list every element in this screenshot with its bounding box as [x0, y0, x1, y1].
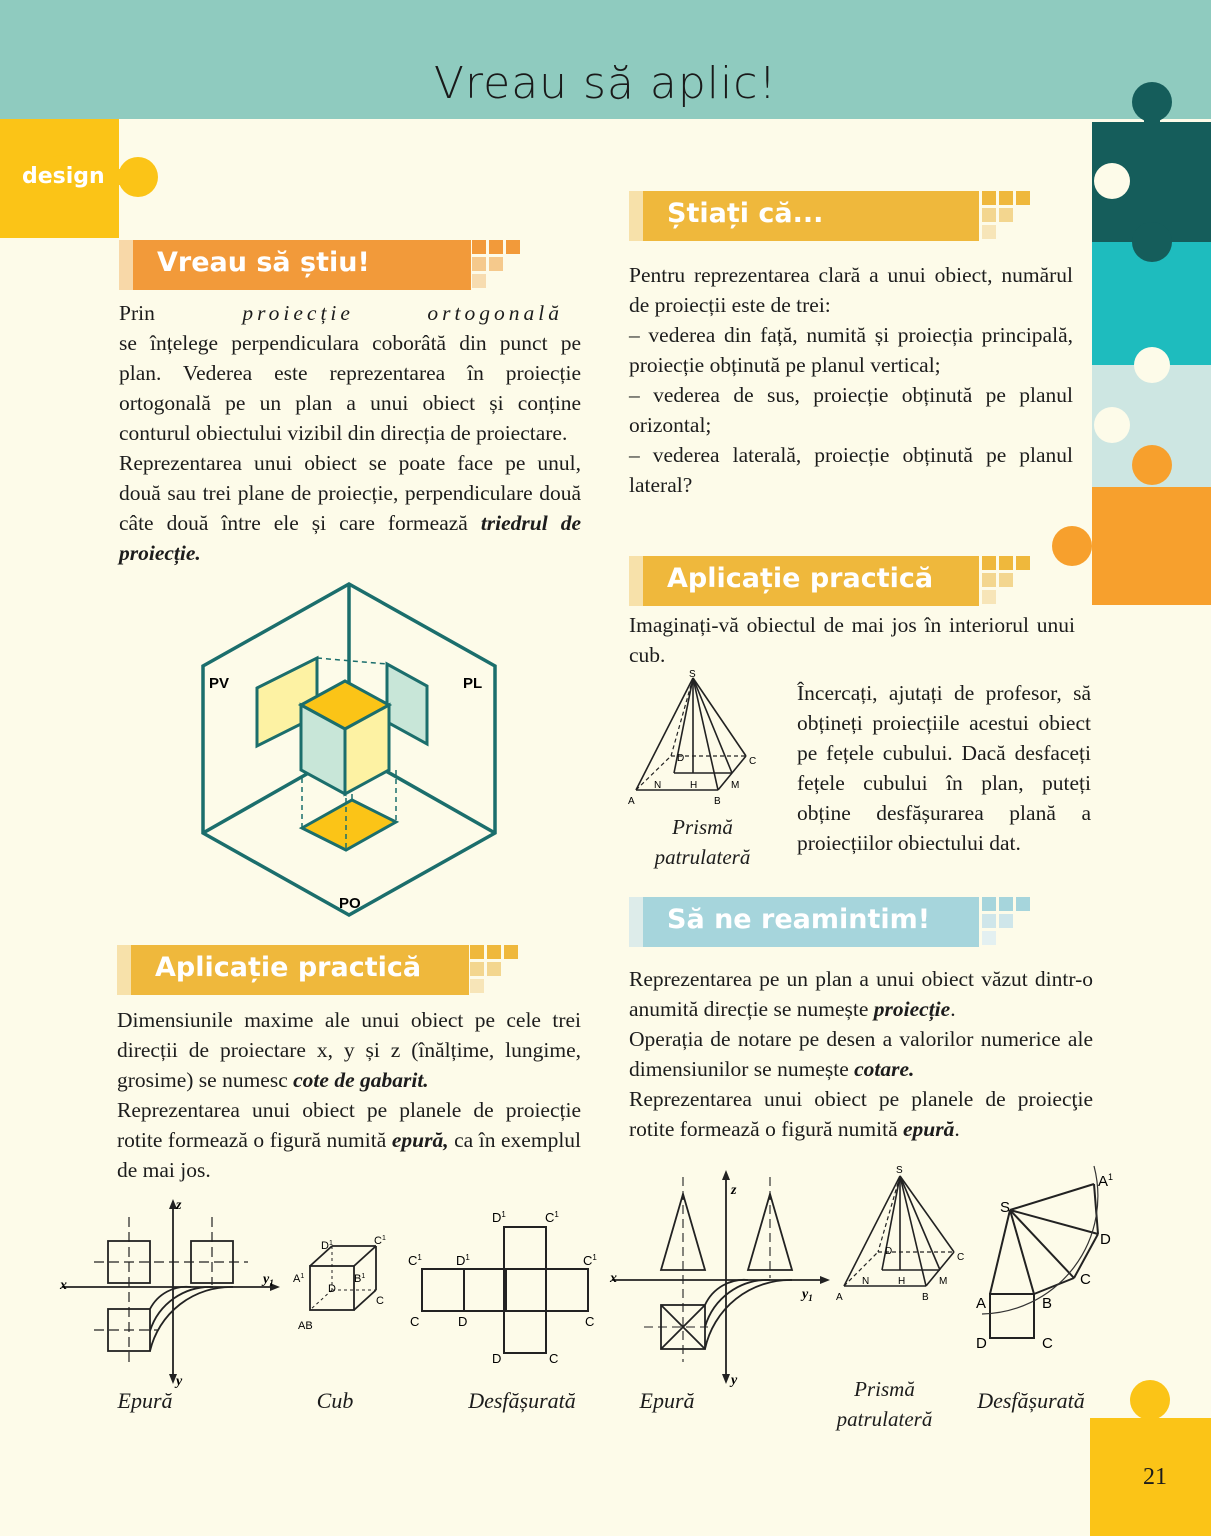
svg-text:D1: $D^1$ [456, 1253, 470, 1268]
svg-text:z: z [731, 1183, 737, 1198]
svg-text:C: C [585, 1314, 595, 1329]
svg-text:D: D [492, 1351, 502, 1366]
cube-figure [288, 1232, 398, 1332]
caption-cub: Cub [316, 1388, 354, 1413]
svg-text:A1: $A^1$ [1098, 1172, 1114, 1190]
text: Reprezentarea unui obiect se poate face pe unul, două sau trei plane de proiecție, perpendiculare două câte două între ele și care formează [119, 451, 581, 535]
sa-ne-reamintim-text [629, 964, 1093, 1144]
svg-text:y1: $y_1$ [802, 1287, 813, 1303]
point-b: B [714, 796, 721, 807]
squares-decoration-icon [472, 240, 524, 292]
axis-y1: $y_1$ [263, 1272, 274, 1288]
section-heading-vreau-sa-stiu [119, 240, 471, 290]
design-label: design [22, 164, 105, 189]
section-heading-stiati-ca [629, 191, 979, 241]
svg-text:S: S [896, 1165, 903, 1176]
svg-text:D1: $D^1$ [492, 1210, 506, 1225]
point-d: D [677, 753, 685, 764]
text: Pentru reprezentarea clară a unui obiect, numărul de proiecții este de trei: [629, 263, 1073, 317]
term-proiectie-ortogonala: proiecție ortogonală [242, 301, 563, 325]
svg-text:D: D [976, 1335, 987, 1352]
section-heading-aplicatie-practica-right [629, 556, 979, 606]
heading-text: Să ne reamintim! [667, 904, 931, 935]
svg-text:D: D [1100, 1231, 1111, 1248]
text: Prin [119, 301, 155, 325]
label-pl: PL [463, 675, 483, 692]
svg-text:C1: $C^1$ [583, 1253, 597, 1268]
point-h: H [690, 780, 698, 791]
term-triedrul: triedrul de proiecție. [119, 511, 581, 565]
pyramid-figure-small [626, 668, 761, 810]
svg-text:B: B [1042, 1295, 1053, 1312]
section-heading-aplicatie-practica-left [117, 945, 469, 995]
text: Reprezentarea pe un plan a unui obiect văzut dintr-o anumită direcție se numește [629, 967, 1093, 1021]
vreau-sa-stiu-text [119, 298, 581, 568]
svg-text:y: y [731, 1373, 738, 1388]
page-number: 21 [1143, 1464, 1167, 1490]
stiati-ca-text [629, 260, 1073, 500]
svg-text:D: D [458, 1314, 468, 1329]
heading-text: Aplicație practică [667, 563, 934, 594]
pyramid-figure-bottom [832, 1162, 972, 1304]
puzzle-page-icon [1090, 1380, 1211, 1536]
section-heading-sa-ne-reamintim [629, 897, 979, 947]
aplicatie-practica-right-intro: Imaginați-vă obiectul de mai jos în interiorul unui cub. [629, 613, 1075, 667]
caption-epura-2: Epură [639, 1388, 695, 1413]
heading-text: Vreau să știu! [157, 247, 370, 278]
list-item: – vederea de sus, proiecție obținută pe planul orizontal; [629, 383, 1073, 437]
svg-text:A: A [836, 1292, 843, 1303]
axis-z: z [176, 1198, 182, 1213]
caption-prisma-patrulatera: Prismă patrulateră [654, 815, 751, 869]
axis-y: y [176, 1374, 183, 1389]
puzzle-decoration-icon [1050, 80, 1211, 660]
puzzle-tab-icon [0, 75, 170, 245]
point-s: S [689, 669, 696, 680]
point-c: C [749, 756, 757, 767]
epura-cube-figure [58, 1195, 283, 1390]
epura-pyramid-figure [608, 1162, 833, 1392]
pyramid-net-figure [970, 1162, 1120, 1362]
aplicatie-practica-left-text [117, 1005, 581, 1185]
label-pv: PV [209, 675, 230, 692]
text: . [950, 997, 956, 1021]
cube-net-figure [402, 1205, 602, 1370]
svg-text:C: C [1042, 1335, 1053, 1352]
cube-label-d1: $D^1$ [321, 1240, 333, 1252]
heading-text: Știați că... [667, 198, 824, 229]
text: Operația de notare pe desen a valorilor numerice ale dimensiunilor se numește [629, 1027, 1093, 1081]
svg-text:C: C [957, 1252, 965, 1263]
squares-decoration-icon [470, 945, 522, 997]
triedru-diagram [195, 578, 505, 923]
cube-label-c: C [376, 1295, 384, 1307]
squares-decoration-icon [982, 191, 1034, 243]
squares-decoration-icon [982, 897, 1034, 949]
text: Reprezentarea unui obiect pe planele de proiecție rotite formează o figură numită [117, 1098, 581, 1152]
svg-text:C: C [1080, 1271, 1091, 1288]
cube-label-c1: $C^1$ [374, 1235, 386, 1247]
svg-text:x: x [610, 1271, 617, 1286]
point-m: M [731, 780, 740, 791]
squares-decoration-icon [982, 556, 1034, 608]
text: ca în exemplul de mai jos. [117, 1128, 582, 1182]
caption-desfasurata-1: Desfășurată [468, 1388, 576, 1413]
cube-label-d: D [328, 1283, 336, 1295]
aplicatie-practica-right-text: Încercați, ajutați de profesor, să obțineți proiecțiile acestui obiect pe fețele cubului. Dacă desfaceți fețele cubului în plan, puteți obține desfășurarea plană a proiecțiilor obiectului dat. [797, 681, 1091, 855]
svg-text:C: C [410, 1314, 420, 1329]
svg-text:N: N [862, 1276, 870, 1287]
svg-text:C: C [549, 1351, 559, 1366]
cube-label-b1: $B^1$ [354, 1273, 366, 1285]
list-item: – vederea laterală, proiecție obținută pe planul lateral? [629, 443, 1073, 497]
svg-text:H: H [898, 1276, 906, 1287]
caption-desfasurata-2: Desfășurată [977, 1388, 1085, 1413]
text: se înțelege perpendiculara coborâtă din punct pe plan. Vederea este reprezentarea în proiecție ortogonală pe un plan a unui obiect și conține conturul obiectului vizibil din direcția de proiectare. [119, 331, 581, 445]
svg-text:A: A [976, 1295, 987, 1312]
caption-epura-1: Epură [117, 1388, 173, 1413]
heading-text: Aplicație practică [155, 952, 422, 983]
page-title: Vreau să aplic! [433, 58, 778, 109]
text: Dimensiunile maxime ale unui obiect pe cele trei direcții de proiectare x, y și z (înălțime, lungime, grosime) se numesc [117, 1008, 581, 1092]
list-item: – vederea din față, numită și proiecția principală, proiecție obținută pe planul vertical; [629, 323, 1073, 377]
term-cotare: cotare. [854, 1057, 915, 1081]
term-cote-de-gabarit: cote de gabarit. [293, 1068, 429, 1092]
term-epura: epură, [391, 1128, 449, 1152]
svg-text:C1: $C^1$ [545, 1210, 559, 1225]
axis-x: x [60, 1278, 67, 1293]
svg-text:D: D [885, 1246, 893, 1257]
cube-label-a1: $A^1$ [293, 1273, 305, 1285]
text: . [954, 1117, 960, 1141]
cube-label-ab: AB [298, 1320, 313, 1332]
svg-text:S: S [1000, 1199, 1011, 1216]
svg-text:M: M [939, 1276, 948, 1287]
term-epura: epură [903, 1117, 955, 1141]
term-proiectie: proiecție [873, 997, 951, 1021]
label-po: PO [339, 895, 361, 912]
point-n: N [654, 780, 662, 791]
point-a: A [628, 796, 635, 807]
caption-prisma-patrulatera-2: Prismă patrulateră [836, 1377, 933, 1431]
text: Reprezentarea unui obiect pe planele de proiecţie rotite formează o figură numită [629, 1087, 1093, 1141]
svg-text:C1: $C^1$ [408, 1253, 422, 1268]
svg-text:B: B [922, 1292, 929, 1303]
